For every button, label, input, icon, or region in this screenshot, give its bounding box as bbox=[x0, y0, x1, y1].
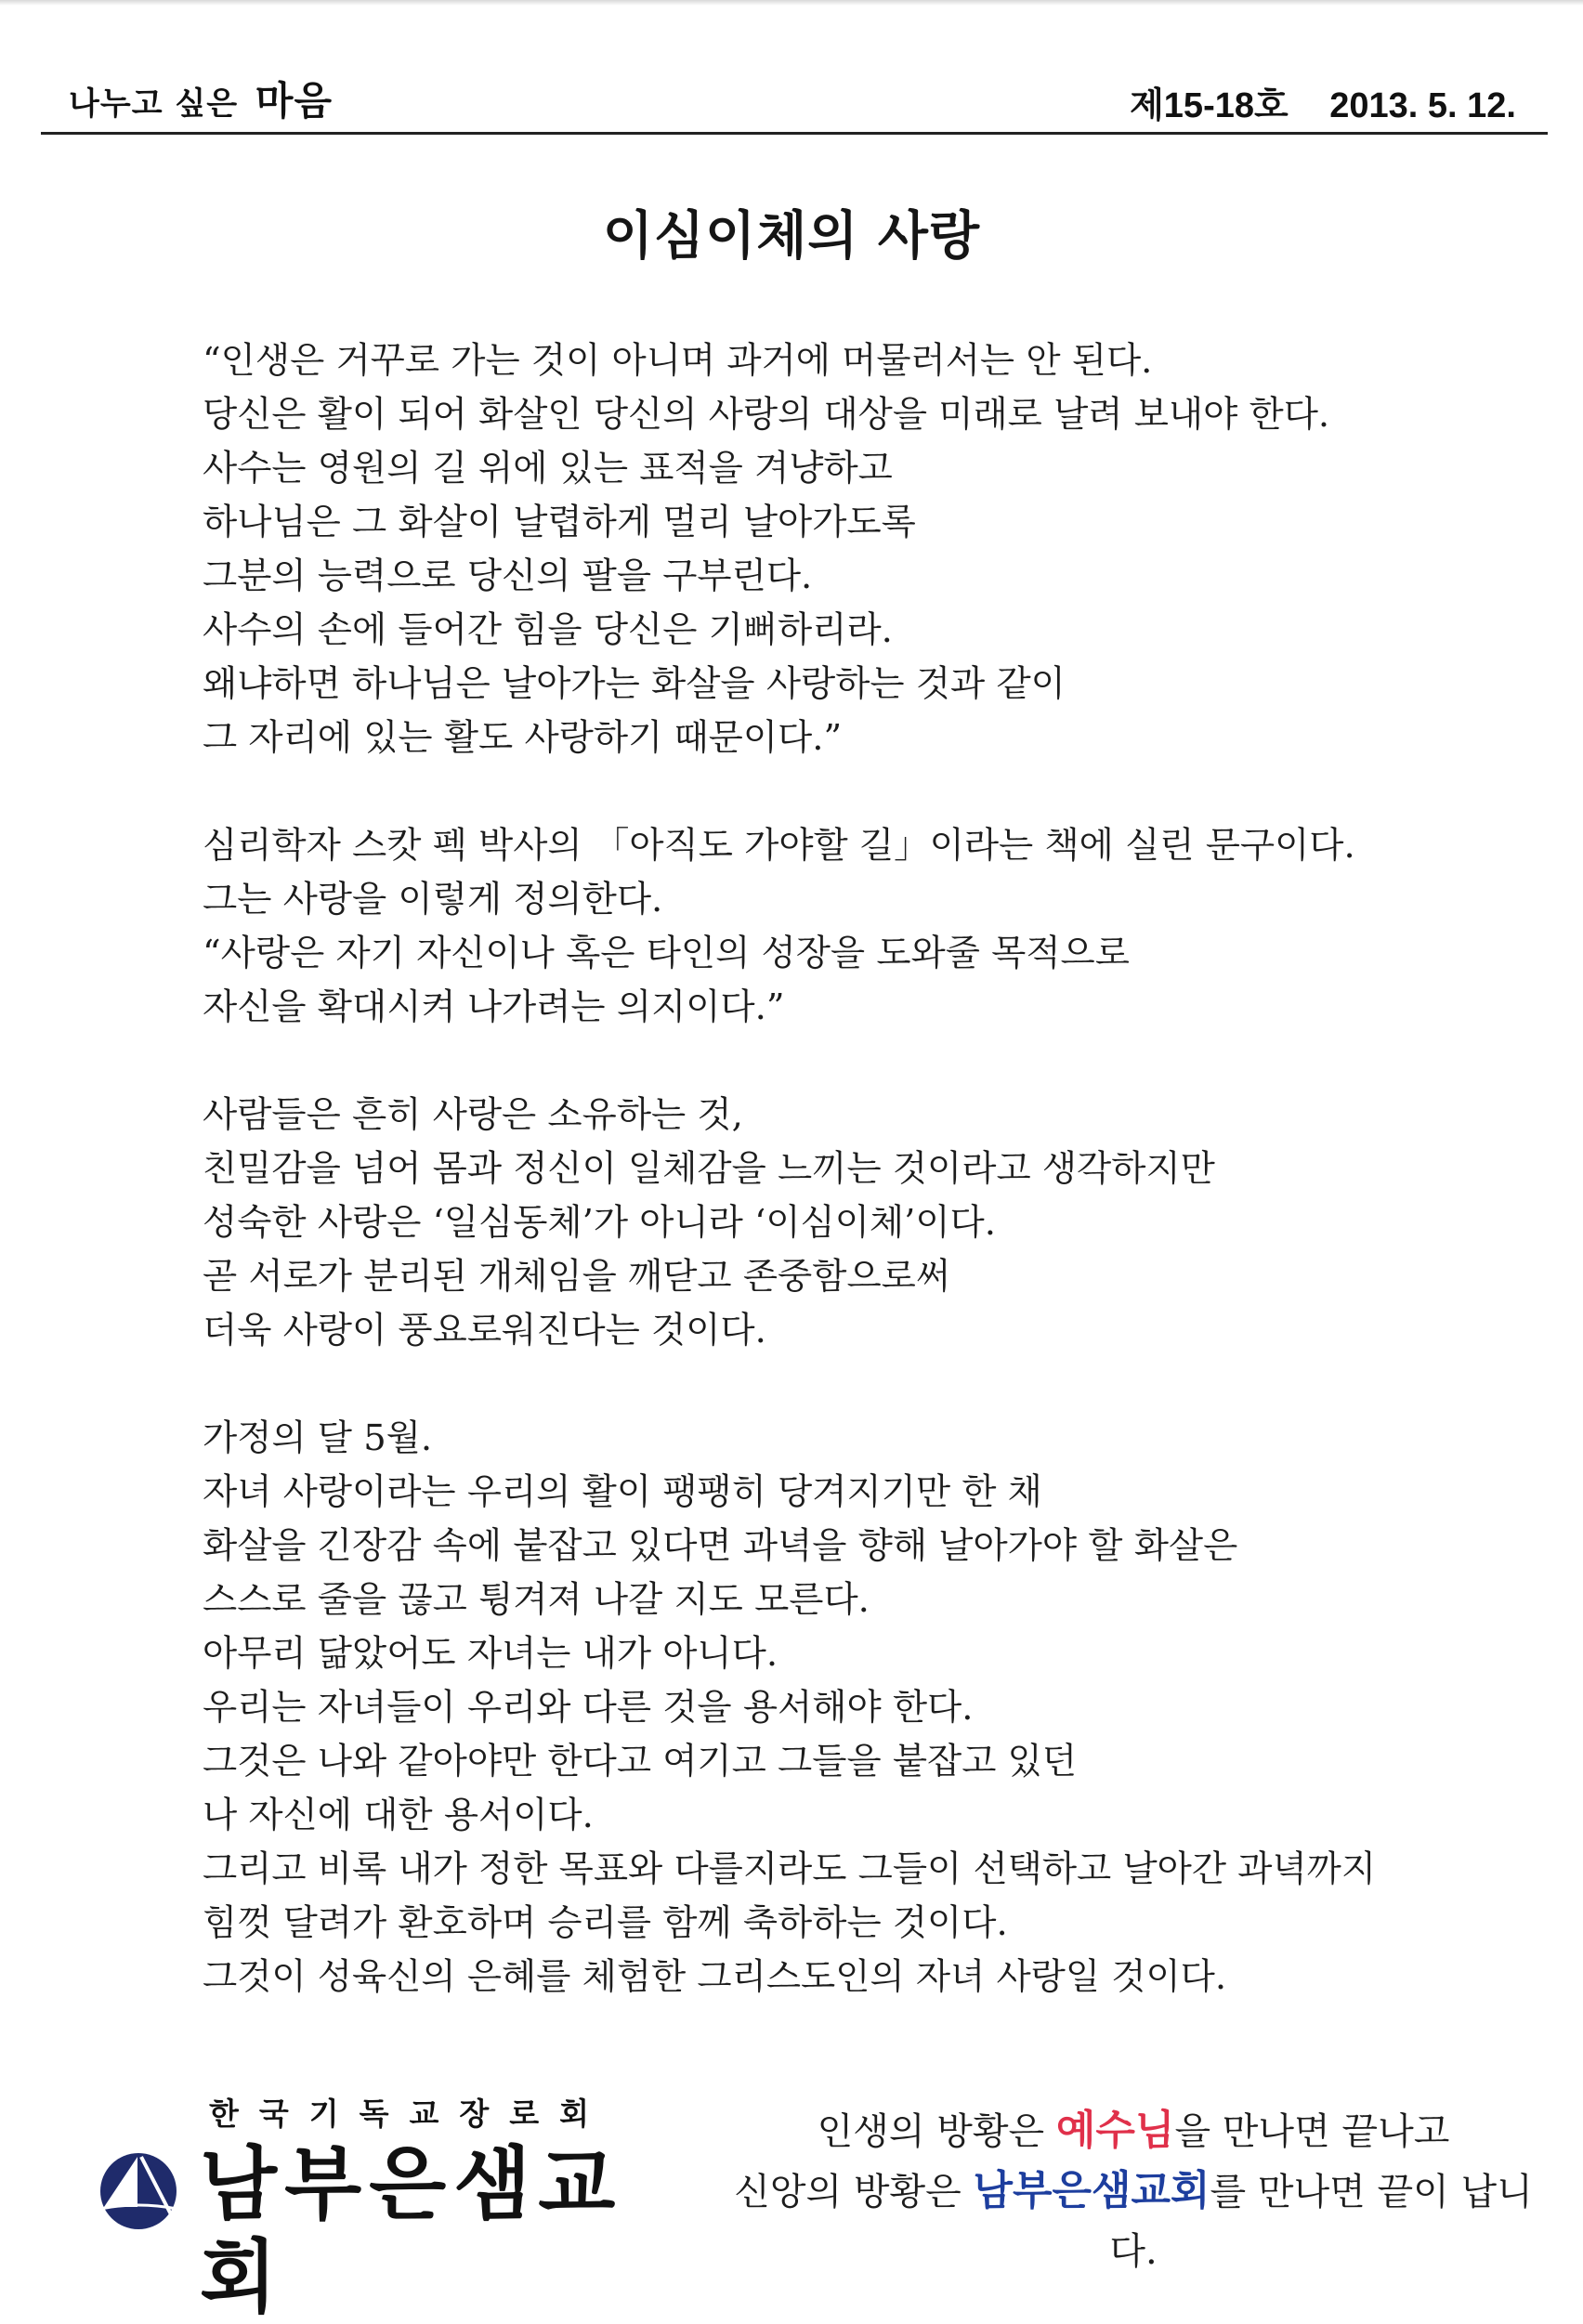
text-line: 그것은 나와 같아야만 한다고 여기고 그들을 붙잡고 있던 bbox=[203, 1741, 1078, 1782]
slogan-highlight-church: 남부은샘교회 bbox=[973, 2167, 1210, 2214]
text-line: 사수의 손에 들어간 힘을 당신은 기뻐하리라. bbox=[203, 609, 893, 651]
church-signature bbox=[93, 2090, 650, 2324]
slogan-text: 를 만나면 끝이 납니다. bbox=[1109, 2171, 1533, 2273]
section-title-emphasis: 마음 bbox=[255, 78, 334, 124]
text-line: 당신은 활이 되어 화살인 당신의 사랑의 대상을 미래로 날려 보내야 한다. bbox=[203, 394, 1330, 436]
church-slogan bbox=[725, 2101, 1542, 2281]
text-line: 그는 사랑을 이렇게 정의한다. bbox=[203, 879, 663, 920]
paragraph-quote bbox=[203, 334, 1410, 765]
text-line: 우리는 자녀들이 우리와 다른 것을 용서해야 한다. bbox=[203, 1687, 974, 1729]
text-line: 곧 서로가 분리된 개체임을 깨닫고 존중함으로써 bbox=[203, 1256, 951, 1298]
paragraph-family-month bbox=[203, 1412, 1410, 2004]
text-line: 아무리 닮았어도 자녀는 내가 아니다. bbox=[203, 1633, 778, 1675]
slogan-text: 신앙의 방황은 bbox=[734, 2171, 974, 2213]
slogan-highlight-jesus: 예수님 bbox=[1055, 2107, 1175, 2154]
text-line: 그것이 성육신의 은혜를 체험한 그리스도인의 자녀 사랑일 것이다. bbox=[203, 1956, 1227, 1998]
text-line: 사람들은 흔히 사랑은 소유하는 것, bbox=[203, 1094, 743, 1136]
section-title-prefix: 나누고 싶은 bbox=[69, 85, 239, 123]
slogan-line-2 bbox=[725, 2161, 1542, 2281]
text-line: 그 자리에 있는 활도 사랑하기 때문이다.” bbox=[203, 717, 843, 759]
scan-edge bbox=[0, 0, 1583, 6]
slogan-line-1 bbox=[725, 2101, 1542, 2161]
church-name: 남부은샘교회 bbox=[200, 2138, 623, 2324]
church-emblem-icon bbox=[97, 2149, 180, 2233]
text-line: 가정의 달 5월. bbox=[203, 1417, 433, 1459]
text-line: 스스로 줄을 끊고 튕겨져 나갈 지도 모른다. bbox=[203, 1579, 870, 1621]
text-line: “인생은 거꾸로 가는 것이 아니며 과거에 머물러서는 안 된다. bbox=[203, 340, 1153, 382]
text-line: 화살을 긴장감 속에 붙잡고 있다면 과녁을 향해 날아가야 할 화살은 bbox=[203, 1525, 1238, 1567]
paragraph-source bbox=[203, 819, 1410, 1035]
text-line: 힘껏 달려가 환호하며 승리를 함께 축하하는 것이다. bbox=[203, 1902, 1008, 1944]
text-line: “사랑은 자기 자신이나 혹은 타인의 성장을 도와줄 목적으로 bbox=[203, 933, 1130, 974]
text-line: 자녀 사랑이라는 우리의 활이 팽팽히 당겨지기만 한 채 bbox=[203, 1471, 1042, 1513]
text-line: 그리고 비록 내가 정한 목표와 다를지라도 그들이 선택하고 날아간 과녁까지 bbox=[203, 1848, 1377, 1890]
text-line: 더욱 사랑이 풍요로워진다는 것이다. bbox=[203, 1310, 766, 1351]
issue-info bbox=[1130, 76, 1516, 127]
text-line: 나 자신에 대한 용서이다. bbox=[203, 1795, 594, 1836]
slogan-text: 을 만나면 끝나고 bbox=[1174, 2110, 1450, 2153]
text-line: 자신을 확대시켜 나가려는 의지이다.” bbox=[203, 986, 785, 1028]
text-line: 왜냐하면 하나님은 날아가는 화살을 사랑하는 것과 같이 bbox=[203, 663, 1066, 705]
text-line: 사수는 영원의 길 위에 있는 표적을 겨냥하고 bbox=[203, 448, 893, 490]
text-line: 심리학자 스캇 펙 박사의 「아직도 가야할 길」이라는 책에 실린 문구이다. bbox=[203, 825, 1355, 867]
article-body bbox=[203, 334, 1410, 2058]
article-title: 이심이체의 사랑 bbox=[602, 206, 981, 267]
bulletin-header bbox=[41, 69, 1546, 136]
bulletin-section-title bbox=[69, 71, 333, 126]
issue-number: 제15-18호 bbox=[1130, 86, 1289, 125]
issue-date: 2013. 5. 12. bbox=[1329, 86, 1516, 125]
text-line: 성숙한 사랑은 ‘일심동체’가 아니라 ‘이심이체’이다. bbox=[203, 1202, 996, 1244]
header-divider bbox=[41, 132, 1548, 135]
paragraph-mature-love bbox=[203, 1089, 1410, 1358]
slogan-text: 인생의 방황은 bbox=[817, 2110, 1056, 2153]
text-line: 그분의 능력으로 당신의 팔을 구부린다. bbox=[203, 555, 813, 597]
denomination-name: 한국기독교장로회 bbox=[209, 2096, 610, 2132]
text-line: 하나님은 그 화살이 날렵하게 멀리 날아가도록 bbox=[203, 502, 916, 543]
text-line: 친밀감을 넘어 몸과 정신이 일체감을 느끼는 것이라고 생각하지만 bbox=[203, 1148, 1215, 1190]
